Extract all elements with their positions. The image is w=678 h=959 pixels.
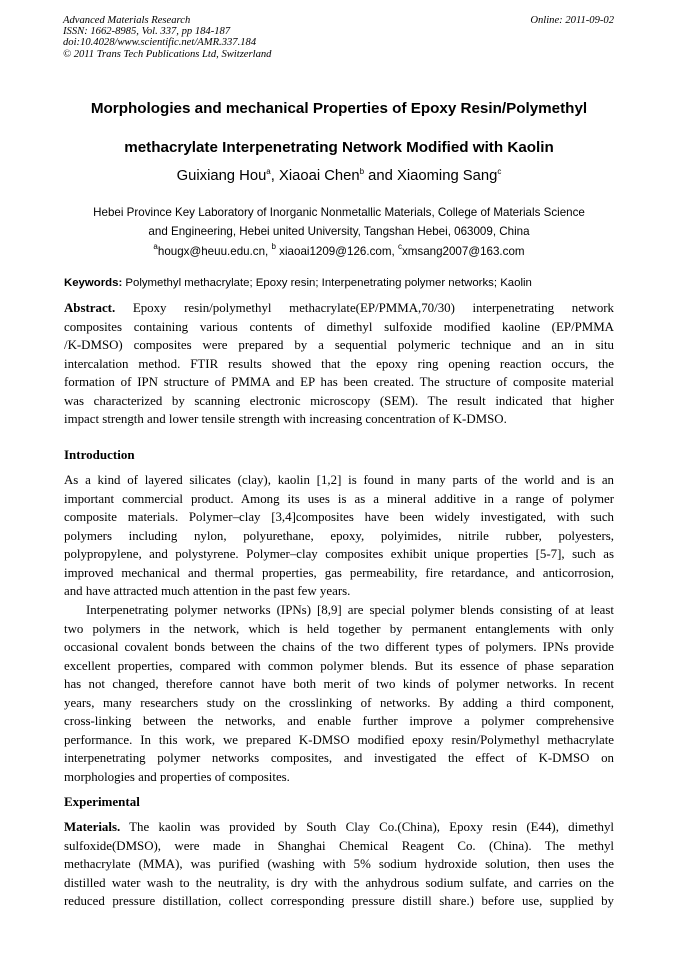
- paragraph-line: two polymers in the network, which is held together by permanent entanglements with only: [64, 621, 614, 636]
- abstract-text: Epoxy resin/polymethyl methacrylate(EP/PMMA,70/30) interpenetrating network: [115, 301, 614, 315]
- paragraph-line: interpenetrating polymer networks composites, and investigated the effect of K-DMSO on: [64, 751, 614, 765]
- affiliation-line-1: Hebei Province Key Laboratory of Inorganic Nonmetallic Materials, College of Materials Science: [93, 206, 585, 219]
- paragraph-line: improved mechanical and thermal properties, gas permeability, fire retardance, and anticorrosion,: [64, 565, 614, 580]
- affiliation: [40, 203, 638, 241]
- author-name: Guixiang Hou: [176, 168, 267, 184]
- introduction-paragraph-2: [64, 601, 614, 786]
- abstract-line: formation of IPN structure of PMMA and EP has been created. The structure of composite material: [64, 375, 614, 389]
- author-affil-mark: c: [497, 167, 502, 176]
- online-date: Online: 2011-09-02: [530, 15, 614, 26]
- paragraph-line: and have attracted much attention in the past few years.: [64, 584, 351, 598]
- affiliation-line-2: and Engineering, Hebei united University, Tangshan Hebei, 063009, China: [148, 225, 530, 238]
- paragraph-line: Interpenetrating polymer networks (IPNs) [8,9] are special polymer blends consisting of at least: [86, 603, 614, 617]
- abstract-line: composites containing various contents of dimethyl sulfoxide modified kaoline (EP/PMMA: [64, 319, 614, 334]
- keywords: [64, 274, 614, 292]
- paper-title: [40, 89, 638, 167]
- paragraph-line: morphologies and properties of composites.: [64, 769, 290, 784]
- author-separator: and: [364, 168, 397, 184]
- keywords-text: Polymethyl methacrylate; Epoxy resin; Interpenetrating polymer networks; Kaolin: [122, 277, 532, 289]
- introduction-paragraph-1: [64, 471, 614, 601]
- journal-header: [63, 15, 463, 60]
- author-affil-mark: b: [359, 167, 365, 176]
- paragraph-line: distilled water wash to the neutrality, is dry with the anhydrous sodium sulfate, and carries on the: [64, 875, 614, 890]
- title-line-2: methacrylate Interpenetrating Network Modified with Kaolin: [124, 139, 554, 156]
- email-mark: b: [271, 242, 276, 251]
- paragraph-line: occasional covalent bonds between the chains of the two different types of polymers. IPNs provide: [64, 640, 614, 654]
- doi-line: doi:10.4028/www.scientific.net/AMR.337.184: [63, 37, 257, 49]
- paragraph-line: polymers including nylon, polyurethane, epoxy, polyimides, nitrile rubber, polyesters,: [64, 528, 614, 543]
- abstract-label: Abstract.: [64, 301, 116, 315]
- abstract-line: [64, 299, 614, 318]
- author-name: Xiaoming Sang: [396, 168, 498, 184]
- keywords-label: Keywords:: [64, 277, 123, 289]
- paragraph-line: excellent properties, compared with common polymer blends. But its essence of phase separation: [64, 658, 614, 673]
- introduction-heading: Introduction: [64, 447, 135, 462]
- email-address: xmsang2007@163.com: [401, 245, 525, 258]
- paragraph-line: composite materials. Polymer–clay [3,4]composites have been widely investigated, with such: [64, 510, 614, 524]
- paragraph-line: methacrylate (MMA), was purified (washing with 5% sodium hydroxide solution, then uses the: [64, 857, 614, 871]
- email-address: xiaoai1209@126.com,: [275, 245, 398, 258]
- email-list: [40, 243, 638, 261]
- abstract: [64, 299, 614, 429]
- paragraph-line: sulfoxide(DMSO), were made in Shanghai Chemical Reagent Co. (China). The methyl: [64, 838, 614, 853]
- paragraph-line: reduced pressure distillation, collect corresponding pressure distill share.) before use, supplied by: [64, 894, 614, 908]
- author-separator: ,: [270, 168, 279, 184]
- title-line-1: Morphologies and mechanical Properties of Epoxy Resin/Polymethyl: [90, 100, 588, 117]
- paragraph-line: important commercial product. Among its uses is as a mineral additive in a range of polymer: [64, 491, 614, 506]
- paragraph-line: years, many researchers study on the crosslinking of networks. By adding a third component,: [64, 695, 614, 710]
- paragraph-line: polypropylene, and polystyrene. Polymer–clay composites exhibit unique properties [5-7], such as: [64, 547, 614, 561]
- experimental-heading: Experimental: [64, 794, 140, 809]
- paragraph-line: [64, 818, 614, 837]
- email-mark: c: [397, 242, 402, 251]
- materials-text: The kaolin was provided by South Clay Co.(China), Epoxy resin (E44), dimethyl: [120, 820, 614, 834]
- abstract-line: /K-DMSO) composites were prepared by a sequential polymeric technique and an in situ: [64, 338, 614, 352]
- author-list: [40, 166, 638, 186]
- author-name: Xiaoai Chen: [278, 168, 360, 184]
- journal-name: Advanced Materials Research: [63, 15, 191, 26]
- materials-paragraph: [64, 818, 614, 911]
- paragraph-line: As a kind of layered silicates (clay), kaolin [1,2] is found in many parts of the world and is an: [64, 473, 614, 487]
- abstract-line: was characterized by scanning electronic microscopy (SEM). The result indicated that higher: [64, 393, 614, 408]
- paragraph-line: performance. In this work, we prepared K-DMSO modified epoxy resin/Polymethyl methacrylate: [64, 732, 614, 747]
- email-mark: a: [153, 242, 158, 251]
- materials-label: Materials.: [64, 820, 121, 834]
- email-address: hougx@heuu.edu.cn,: [157, 245, 272, 258]
- abstract-line: impact strength and lower tensile strength with increasing concentration of K-DMSO.: [64, 412, 507, 426]
- issn-line: ISSN: 1662-8985, Vol. 337, pp 184-187: [63, 26, 231, 38]
- paragraph-line: cross-linking between the networks, and enable further improve a polymer comprehensive: [64, 714, 614, 728]
- author-affil-mark: a: [266, 167, 271, 176]
- copyright-line: © 2011 Trans Tech Publications Ltd, Switzerland: [63, 48, 272, 60]
- paragraph-line: has not changed, therefore cannot have both merit of two kinds of polymer networks. In recent: [64, 677, 614, 691]
- abstract-line: intercalation method. FTIR results showed that the epoxy ring opening reaction occurs, the: [64, 356, 614, 371]
